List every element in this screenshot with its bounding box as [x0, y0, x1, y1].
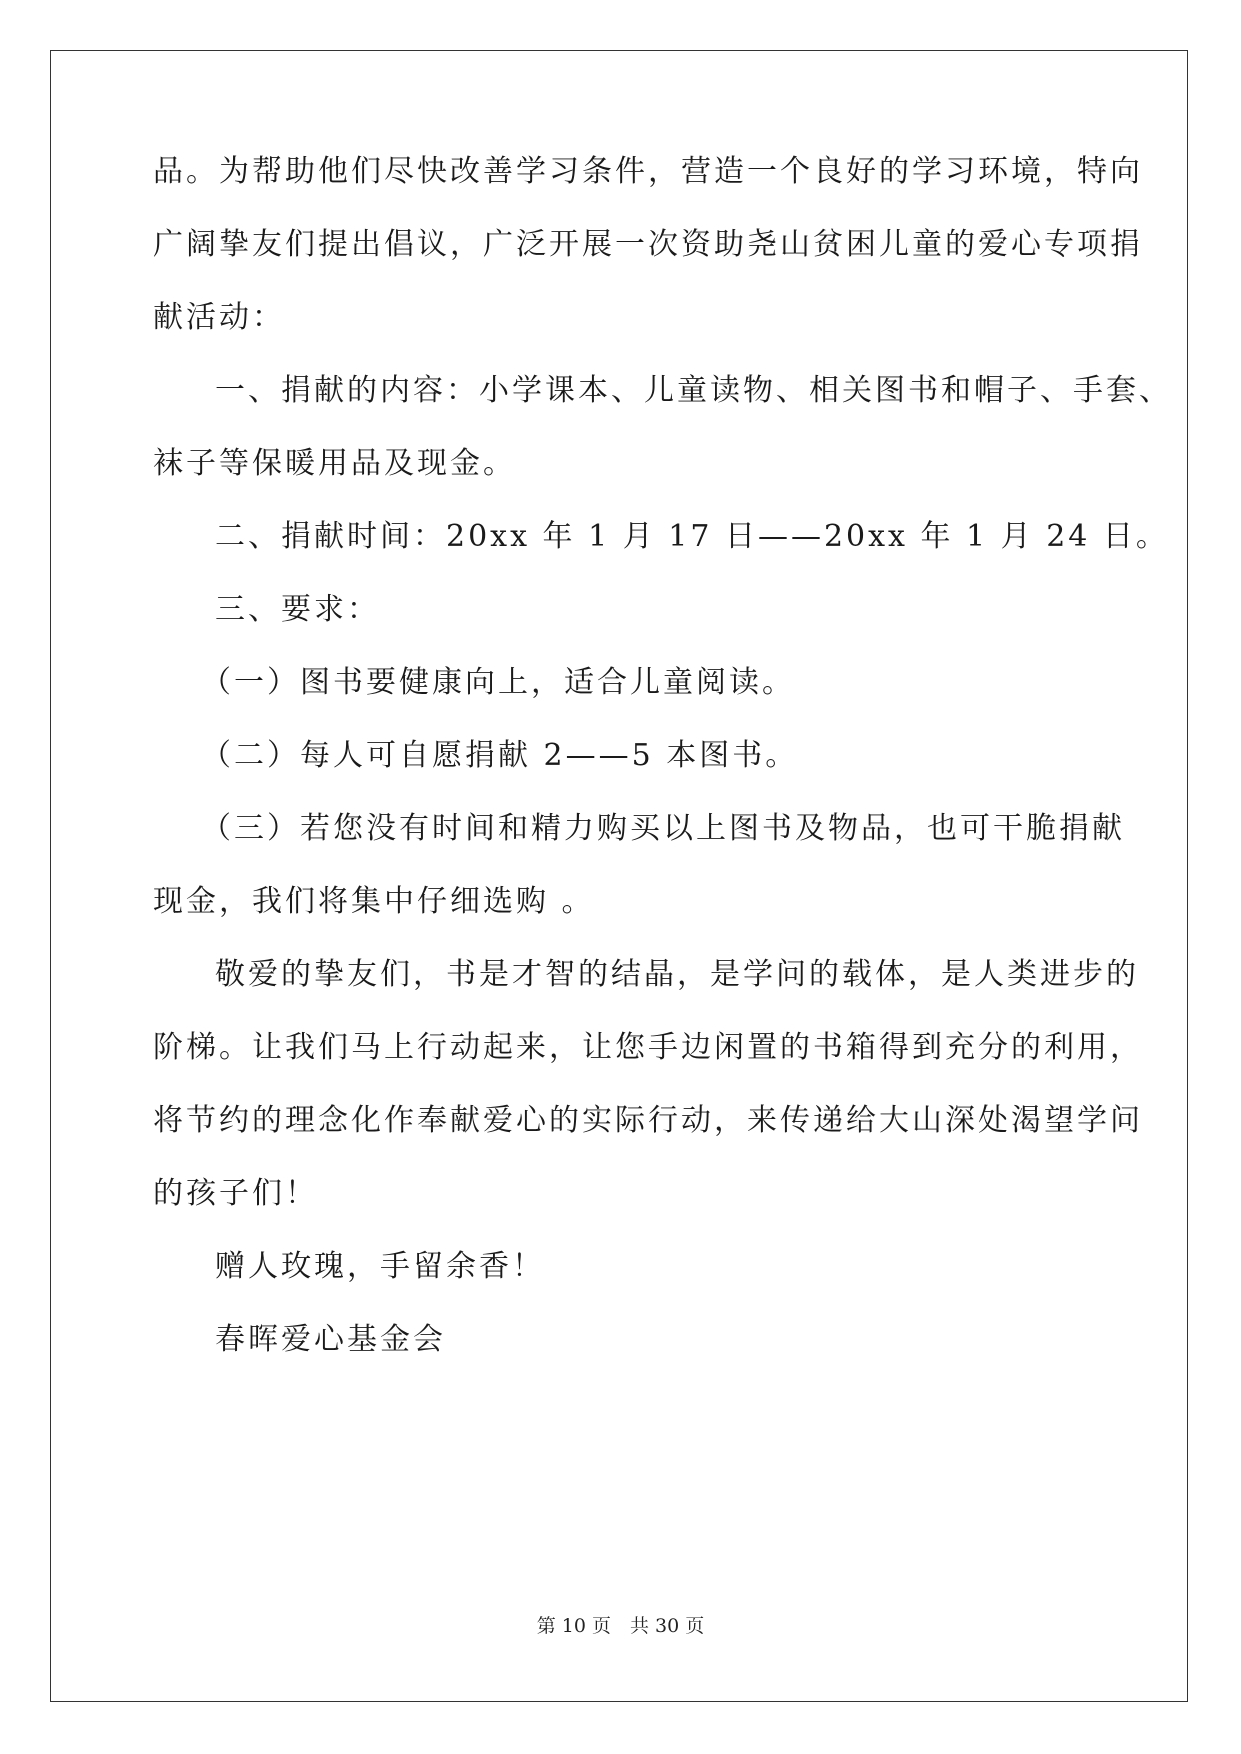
body-text-line: 献活动： — [153, 300, 285, 335]
body-text-line: 品。为帮助他们尽快改善学习条件，营造一个良好的学习环境，特向 — [153, 154, 1143, 189]
body-text-line: 阶梯。让我们马上行动起来，让您手边闲置的书箱得到充分的利用， — [153, 1030, 1143, 1065]
body-text-line: （二）每人可自愿捐献 2——5 本图书。 — [201, 738, 799, 773]
body-text-line: 的孩子们！ — [153, 1176, 318, 1211]
body-text-line: （三）若您没有时间和精力购买以上图书及物品，也可干脆捐献 — [201, 811, 1125, 846]
body-text-line: 袜子等保暖用品及现金。 — [153, 446, 516, 481]
body-text-line: （一）图书要健康向上，适合儿童阅读。 — [201, 665, 795, 700]
body-text-line: 现金，我们将集中仔细选购 。 — [153, 884, 595, 919]
page-number: 第 10 页 共 30 页 — [536, 1615, 705, 1637]
body-text-line: 敬爱的挚友们，书是才智的结晶，是学问的载体，是人类进步的 — [215, 957, 1139, 992]
body-text-line: 三、要求： — [215, 592, 380, 627]
body-text-line: 赠人玫瑰，手留余香！ — [215, 1249, 545, 1284]
signature-line: 春晖爱心基金会 — [215, 1322, 446, 1357]
body-text-line: 广阔挚友们提出倡议，广泛开展一次资助尧山贫困儿童的爱心专项捐 — [153, 227, 1143, 262]
body-text-line: 二、捐献时间：20xx 年 1 月 17 日——20xx 年 1 月 24 日。 — [215, 519, 1169, 554]
body-text-line: 将节约的理念化作奉献爱心的实际行动，来传递给大山深处渴望学问 — [153, 1103, 1143, 1138]
body-text-line: 一、捐献的内容：小学课本、儿童读物、相关图书和帽子、手套、 — [215, 373, 1172, 408]
